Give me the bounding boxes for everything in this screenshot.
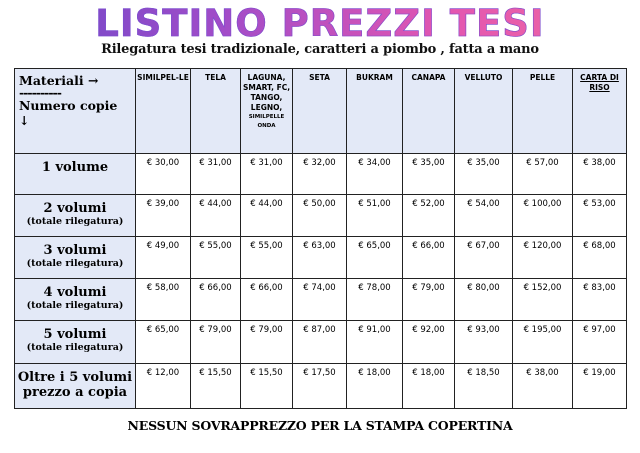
down-arrow-icon: ↓ [19,113,30,128]
price-cell: € 32,00 [293,154,347,195]
price-cell: € 44,00 [191,195,241,237]
price-cell: € 92,00 [403,321,455,364]
price-cell: € 31,00 [191,154,241,195]
price-cell: € 18,00 [347,364,403,409]
price-cell: € 58,00 [136,279,191,321]
material-header: SIMILPEL-LE [136,69,191,154]
material-header: SETA [293,69,347,154]
price-cell: € 100,00 [513,195,573,237]
copies-note: (totale rilegatura) [26,258,124,269]
price-cell: € 49,00 [136,237,191,279]
copies-label: 5 volumi [43,327,107,342]
material-header-note: SIMILPELLE ONDA [248,114,285,129]
page-title: LISTINO PREZZI TESI [0,4,640,44]
price-cell: € 152,00 [513,279,573,321]
copies-note: (totale rilegatura) [26,300,124,311]
material-header: TELA [191,69,241,154]
price-cell: € 80,00 [455,279,513,321]
price-cell: € 30,00 [136,154,191,195]
price-cell: € 51,00 [347,195,403,237]
material-header: PELLE [513,69,573,154]
price-cell: € 18,00 [403,364,455,409]
price-cell: € 54,00 [455,195,513,237]
material-header: BUKRAM [347,69,403,154]
price-cell: € 195,00 [513,321,573,364]
copies-row-header [15,279,136,321]
copies-row-header [15,154,136,195]
price-cell: € 66,00 [241,279,293,321]
price-cell: € 65,00 [347,237,403,279]
page-subtitle: Rilegatura tesi tradizionale, caratteri a piombo , fatta a mano [101,42,539,57]
table-row [15,195,627,237]
price-cell: € 53,00 [573,195,627,237]
corner-header-cell [15,69,136,154]
price-cell: € 50,00 [293,195,347,237]
price-cell: € 55,00 [191,237,241,279]
copies-label: 2 volumi [43,201,107,216]
price-cell: € 31,00 [241,154,293,195]
price-cell: € 57,00 [513,154,573,195]
materials-axis-label: Materiali → [19,73,99,88]
header-row [15,69,627,154]
price-cell: € 55,00 [241,237,293,279]
material-header: LAGUNA, SMART, FC, TANGO, LEGNO, SIMILPELLE ONDA [241,69,293,154]
price-cell: € 38,00 [513,364,573,409]
table-row [15,154,627,195]
price-cell: € 15,50 [241,364,293,409]
copies-row-header [15,195,136,237]
price-cell: € 74,00 [293,279,347,321]
copies-label: Oltre i 5 volumi prezzo a copia [17,370,133,400]
price-table [14,68,627,409]
copies-label: 1 volume [41,160,109,175]
material-header: VELLUTO [455,69,513,154]
price-cell: € 65,00 [136,321,191,364]
price-cell: € 44,00 [241,195,293,237]
price-cell: € 35,00 [403,154,455,195]
price-cell: € 12,00 [136,364,191,409]
price-cell: € 79,00 [191,321,241,364]
price-cell: € 68,00 [573,237,627,279]
copies-axis-label: Numero copie [19,98,118,113]
price-cell: € 19,00 [573,364,627,409]
price-cell: € 52,00 [403,195,455,237]
price-cell: € 39,00 [136,195,191,237]
price-cell: € 83,00 [573,279,627,321]
price-cell: € 97,00 [573,321,627,364]
table-row [15,237,627,279]
price-cell: € 120,00 [513,237,573,279]
price-cell: € 34,00 [347,154,403,195]
price-cell: € 18,50 [455,364,513,409]
price-cell: € 87,00 [293,321,347,364]
price-cell: € 79,00 [241,321,293,364]
table-row [15,364,627,409]
material-header: CANAPA [403,69,455,154]
price-cell: € 66,00 [403,237,455,279]
price-cell: € 38,00 [573,154,627,195]
copies-row-header [15,321,136,364]
price-cell: € 63,00 [293,237,347,279]
corner-separator: ---------- [19,85,61,100]
copies-row-header [15,364,136,409]
copies-note: (totale rilegatura) [26,216,124,227]
material-header: CARTA DI RISO [573,69,627,154]
price-cell: € 78,00 [347,279,403,321]
copies-note: (totale rilegatura) [26,342,124,353]
copies-label: 4 volumi [43,285,107,300]
price-cell: € 79,00 [403,279,455,321]
copies-label: 3 volumi [43,243,107,258]
price-cell: € 67,00 [455,237,513,279]
price-cell: € 66,00 [191,279,241,321]
copies-row-header [15,237,136,279]
table-row [15,321,627,364]
price-cell: € 17,50 [293,364,347,409]
table-row [15,279,627,321]
footer-note: NESSUN SOVRAPPREZZO PER LA STAMPA COPERTINA [127,418,513,433]
price-cell: € 15,50 [191,364,241,409]
price-cell: € 93,00 [455,321,513,364]
price-cell: € 35,00 [455,154,513,195]
price-cell: € 91,00 [347,321,403,364]
